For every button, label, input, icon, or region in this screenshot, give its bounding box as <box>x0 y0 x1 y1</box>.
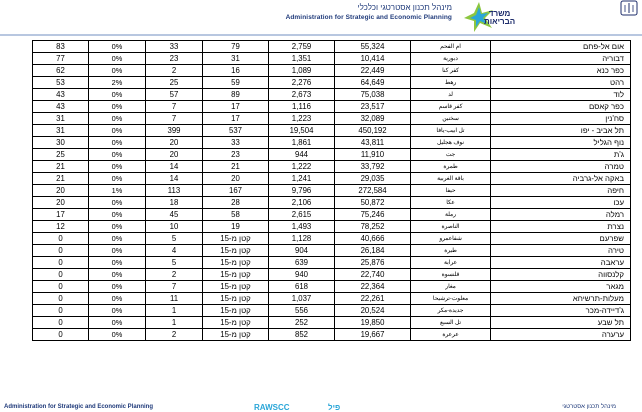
count-b-cell: 399 <box>146 125 203 137</box>
city-name-cell: נצרת <box>491 221 631 233</box>
arabic-name-cell: سخنين <box>411 113 491 125</box>
page-header <box>0 0 642 34</box>
cases-cell: 2,276 <box>269 77 335 89</box>
city-name-cell: ערערה <box>491 329 631 341</box>
arabic-name-cell: حيفا <box>411 185 491 197</box>
score-cell: 31 <box>33 125 89 137</box>
city-name-cell: תל שבע <box>491 317 631 329</box>
population-cell: 19,667 <box>335 329 411 341</box>
city-name-cell: מגאר <box>491 281 631 293</box>
city-name-cell: כפר קאסם <box>491 101 631 113</box>
count-b-cell: 11 <box>146 293 203 305</box>
count-b-cell: 20 <box>146 149 203 161</box>
arabic-name-cell: باقة الغربية <box>411 173 491 185</box>
footer-mid-text-b: פיל <box>328 403 341 412</box>
count-a-cell: 59 <box>203 77 269 89</box>
arabic-name-cell: لد <box>411 89 491 101</box>
count-a-cell: 28 <box>203 197 269 209</box>
percent-cell: 0% <box>89 113 146 125</box>
city-name-cell: רמלה <box>491 209 631 221</box>
cases-cell: 852 <box>269 329 335 341</box>
cases-cell: 2,106 <box>269 197 335 209</box>
cases-cell: 1,861 <box>269 137 335 149</box>
count-b-cell: 10 <box>146 221 203 233</box>
count-a-cell: 17 <box>203 101 269 113</box>
percent-cell: 0% <box>89 53 146 65</box>
count-a-cell: 23 <box>203 149 269 161</box>
city-name-cell: קלנסווה <box>491 269 631 281</box>
table-row <box>33 257 631 269</box>
city-name-cell: טמרה <box>491 161 631 173</box>
cases-cell: 9,796 <box>269 185 335 197</box>
count-a-cell: קטן מ-15 <box>203 317 269 329</box>
count-a-cell: 31 <box>203 53 269 65</box>
score-cell: 12 <box>33 221 89 233</box>
score-cell: 0 <box>33 269 89 281</box>
table-row <box>33 113 631 125</box>
percent-cell: 0% <box>89 305 146 317</box>
arabic-name-cell: طيرة <box>411 245 491 257</box>
cases-cell: 1,223 <box>269 113 335 125</box>
arabic-name-cell: مغار <box>411 281 491 293</box>
count-b-cell: 25 <box>146 77 203 89</box>
cases-cell: 2,759 <box>269 41 335 53</box>
percent-cell: 0% <box>89 329 146 341</box>
percent-cell: 0% <box>89 281 146 293</box>
city-name-cell: נוף הגליל <box>491 137 631 149</box>
table-row <box>33 245 631 257</box>
table-row <box>33 89 631 101</box>
population-cell: 32,089 <box>335 113 411 125</box>
cases-cell: 252 <box>269 317 335 329</box>
count-b-cell: 2 <box>146 65 203 77</box>
percent-cell: 0% <box>89 293 146 305</box>
arabic-name-cell: كفر قاسم <box>411 101 491 113</box>
score-cell: 21 <box>33 161 89 173</box>
population-cell: 22,261 <box>335 293 411 305</box>
city-name-cell: כפר כנא <box>491 65 631 77</box>
cases-cell: 2,615 <box>269 209 335 221</box>
score-cell: 17 <box>33 209 89 221</box>
count-a-cell: 19 <box>203 221 269 233</box>
population-cell: 55,324 <box>335 41 411 53</box>
arabic-name-cell: دبورية <box>411 53 491 65</box>
percent-cell: 0% <box>89 317 146 329</box>
count-b-cell: 33 <box>146 41 203 53</box>
table-body <box>33 41 631 341</box>
percent-cell: 0% <box>89 173 146 185</box>
table-row <box>33 41 631 53</box>
table-row <box>33 233 631 245</box>
arabic-name-cell: رملة <box>411 209 491 221</box>
cases-cell: 1,037 <box>269 293 335 305</box>
table-row <box>33 221 631 233</box>
percent-cell: 0% <box>89 197 146 209</box>
arabic-name-cell: ام الفحم <box>411 41 491 53</box>
city-name-cell: באקה אל-גרביה <box>491 173 631 185</box>
count-b-cell: 7 <box>146 113 203 125</box>
score-cell: 0 <box>33 245 89 257</box>
score-cell: 53 <box>33 77 89 89</box>
percent-cell: 0% <box>89 101 146 113</box>
city-name-cell: רהט <box>491 77 631 89</box>
table-row <box>33 329 631 341</box>
percent-cell: 0% <box>89 209 146 221</box>
population-cell: 29,035 <box>335 173 411 185</box>
population-cell: 20,524 <box>335 305 411 317</box>
city-name-cell: דבוריה <box>491 53 631 65</box>
arabic-name-cell: الناصرة <box>411 221 491 233</box>
score-cell: 43 <box>33 89 89 101</box>
score-cell: 77 <box>33 53 89 65</box>
population-cell: 22,449 <box>335 65 411 77</box>
count-b-cell: 4 <box>146 245 203 257</box>
footer-english-text: Administration for Strategic and Economic Planning <box>4 404 154 410</box>
header-hebrew-title: מינהל תכנון אסטרטגי וכלכלי <box>357 3 452 12</box>
count-a-cell: קטן מ-15 <box>203 269 269 281</box>
arabic-name-cell: كفر كنا <box>411 65 491 77</box>
count-a-cell: 79 <box>203 41 269 53</box>
score-cell: 31 <box>33 113 89 125</box>
count-a-cell: 33 <box>203 137 269 149</box>
logo-text-line2: הבריאות <box>484 17 516 26</box>
logo-text-line1: משרד <box>488 9 511 18</box>
score-cell: 0 <box>33 317 89 329</box>
table-row <box>33 149 631 161</box>
population-cell: 19,850 <box>335 317 411 329</box>
count-a-cell: 21 <box>203 161 269 173</box>
table-row <box>33 293 631 305</box>
population-cell: 64,649 <box>335 77 411 89</box>
percent-cell: 0% <box>89 161 146 173</box>
count-a-cell: 537 <box>203 125 269 137</box>
count-b-cell: 45 <box>146 209 203 221</box>
header-english-title: Administration for Strategic and Economic Planning <box>285 14 452 21</box>
table-row <box>33 173 631 185</box>
score-cell: 0 <box>33 293 89 305</box>
population-cell: 22,364 <box>335 281 411 293</box>
count-b-cell: 2 <box>146 269 203 281</box>
city-name-cell: עראבה <box>491 257 631 269</box>
city-name-cell: שפרעם <box>491 233 631 245</box>
count-a-cell: קטן מ-15 <box>203 293 269 305</box>
arabic-name-cell: طمرة <box>411 161 491 173</box>
footer-mid-text-a: RAWSCC <box>254 403 290 412</box>
count-a-cell: 89 <box>203 89 269 101</box>
count-a-cell: קטן מ-15 <box>203 329 269 341</box>
cases-cell: 944 <box>269 149 335 161</box>
count-b-cell: 5 <box>146 257 203 269</box>
percent-cell: 1% <box>89 185 146 197</box>
score-cell: 20 <box>33 197 89 209</box>
score-cell: 0 <box>33 257 89 269</box>
score-cell: 0 <box>33 233 89 245</box>
population-cell: 11,910 <box>335 149 411 161</box>
count-b-cell: 2 <box>146 329 203 341</box>
cases-cell: 1,128 <box>269 233 335 245</box>
arabic-name-cell: رهط <box>411 77 491 89</box>
population-cell: 40,666 <box>335 233 411 245</box>
cases-cell: 1,089 <box>269 65 335 77</box>
table-row <box>33 101 631 113</box>
score-cell: 25 <box>33 149 89 161</box>
footer-hebrew-text: מינהל תכנון אסטרטגי <box>562 404 616 410</box>
cases-cell: 904 <box>269 245 335 257</box>
cases-cell: 19,504 <box>269 125 335 137</box>
city-name-cell: עכו <box>491 197 631 209</box>
percent-cell: 0% <box>89 221 146 233</box>
cases-cell: 1,222 <box>269 161 335 173</box>
count-b-cell: 57 <box>146 89 203 101</box>
population-cell: 43,811 <box>335 137 411 149</box>
score-cell: 0 <box>33 305 89 317</box>
count-a-cell: קטן מ-15 <box>203 305 269 317</box>
city-name-cell: חיפה <box>491 185 631 197</box>
table-row <box>33 125 631 137</box>
score-cell: 30 <box>33 137 89 149</box>
population-cell: 23,517 <box>335 101 411 113</box>
percent-cell: 0% <box>89 149 146 161</box>
page-footer <box>0 404 642 410</box>
table-row <box>33 281 631 293</box>
count-a-cell: קטן מ-15 <box>203 281 269 293</box>
population-cell: 50,872 <box>335 197 411 209</box>
cases-cell: 618 <box>269 281 335 293</box>
population-cell: 272,584 <box>335 185 411 197</box>
arabic-name-cell: تل السبع <box>411 317 491 329</box>
city-name-cell: ג'דיידה-מכר <box>491 305 631 317</box>
count-a-cell: קטן מ-15 <box>203 233 269 245</box>
city-name-cell: מעלות-תרשיחא <box>491 293 631 305</box>
header-divider <box>0 34 642 36</box>
percent-cell: 0% <box>89 137 146 149</box>
percent-cell: 0% <box>89 125 146 137</box>
score-cell: 62 <box>33 65 89 77</box>
count-a-cell: 167 <box>203 185 269 197</box>
arabic-name-cell: جت <box>411 149 491 161</box>
cases-cell: 940 <box>269 269 335 281</box>
cases-cell: 1,493 <box>269 221 335 233</box>
percent-cell: 0% <box>89 269 146 281</box>
table-row <box>33 269 631 281</box>
cases-cell: 1,241 <box>269 173 335 185</box>
count-b-cell: 7 <box>146 281 203 293</box>
cases-cell: 2,673 <box>269 89 335 101</box>
count-b-cell: 14 <box>146 173 203 185</box>
score-cell: 83 <box>33 41 89 53</box>
arabic-name-cell: عرابة <box>411 257 491 269</box>
percent-cell: 2% <box>89 77 146 89</box>
city-name-cell: תל אביב - יפו <box>491 125 631 137</box>
arabic-name-cell: قلنسوة <box>411 269 491 281</box>
count-b-cell: 14 <box>146 161 203 173</box>
table-row <box>33 65 631 77</box>
population-cell: 75,246 <box>335 209 411 221</box>
score-cell: 20 <box>33 185 89 197</box>
city-name-cell: לוד <box>491 89 631 101</box>
percent-cell: 0% <box>89 41 146 53</box>
score-cell: 0 <box>33 329 89 341</box>
population-cell: 450,192 <box>335 125 411 137</box>
count-b-cell: 113 <box>146 185 203 197</box>
percent-cell: 0% <box>89 257 146 269</box>
population-cell: 25,876 <box>335 257 411 269</box>
arabic-name-cell: عكا <box>411 197 491 209</box>
population-cell: 78,252 <box>335 221 411 233</box>
locality-stats-table <box>32 40 631 341</box>
cases-cell: 1,351 <box>269 53 335 65</box>
cases-cell: 1,116 <box>269 101 335 113</box>
count-b-cell: 18 <box>146 197 203 209</box>
cases-cell: 639 <box>269 257 335 269</box>
score-cell: 43 <box>33 101 89 113</box>
cases-cell: 556 <box>269 305 335 317</box>
percent-cell: 0% <box>89 245 146 257</box>
table-row <box>33 161 631 173</box>
arabic-name-cell: نوف هجليل <box>411 137 491 149</box>
population-cell: 26,184 <box>335 245 411 257</box>
city-name-cell: טירה <box>491 245 631 257</box>
count-a-cell: 17 <box>203 113 269 125</box>
count-b-cell: 5 <box>146 233 203 245</box>
arabic-name-cell: شفاعمرو <box>411 233 491 245</box>
percent-cell: 0% <box>89 233 146 245</box>
score-cell: 0 <box>33 281 89 293</box>
count-b-cell: 23 <box>146 53 203 65</box>
table-row <box>33 185 631 197</box>
count-b-cell: 7 <box>146 101 203 113</box>
table-row <box>33 197 631 209</box>
count-a-cell: 58 <box>203 209 269 221</box>
table-row <box>33 209 631 221</box>
count-a-cell: קטן מ-15 <box>203 257 269 269</box>
arabic-name-cell: عرعرة <box>411 329 491 341</box>
count-b-cell: 20 <box>146 137 203 149</box>
count-b-cell: 1 <box>146 305 203 317</box>
population-cell: 22,740 <box>335 269 411 281</box>
arabic-name-cell: معلوت-ترشيحا <box>411 293 491 305</box>
population-cell: 75,038 <box>335 89 411 101</box>
percent-cell: 0% <box>89 89 146 101</box>
table-row <box>33 53 631 65</box>
count-b-cell: 1 <box>146 317 203 329</box>
city-name-cell: אום אל-פחם <box>491 41 631 53</box>
table-row <box>33 317 631 329</box>
population-cell: 10,414 <box>335 53 411 65</box>
score-cell: 21 <box>33 173 89 185</box>
ministry-logo-text <box>484 10 515 26</box>
count-a-cell: 16 <box>203 65 269 77</box>
arabic-name-cell: جديدة-مكر <box>411 305 491 317</box>
table-row <box>33 137 631 149</box>
state-emblem-icon <box>620 0 638 16</box>
arabic-name-cell: تل ابيب-يافا <box>411 125 491 137</box>
city-name-cell: סח'נין <box>491 113 631 125</box>
count-a-cell: קטן מ-15 <box>203 245 269 257</box>
table-row <box>33 77 631 89</box>
population-cell: 33,792 <box>335 161 411 173</box>
table-row <box>33 305 631 317</box>
city-name-cell: ג'ת <box>491 149 631 161</box>
percent-cell: 0% <box>89 65 146 77</box>
count-a-cell: 20 <box>203 173 269 185</box>
